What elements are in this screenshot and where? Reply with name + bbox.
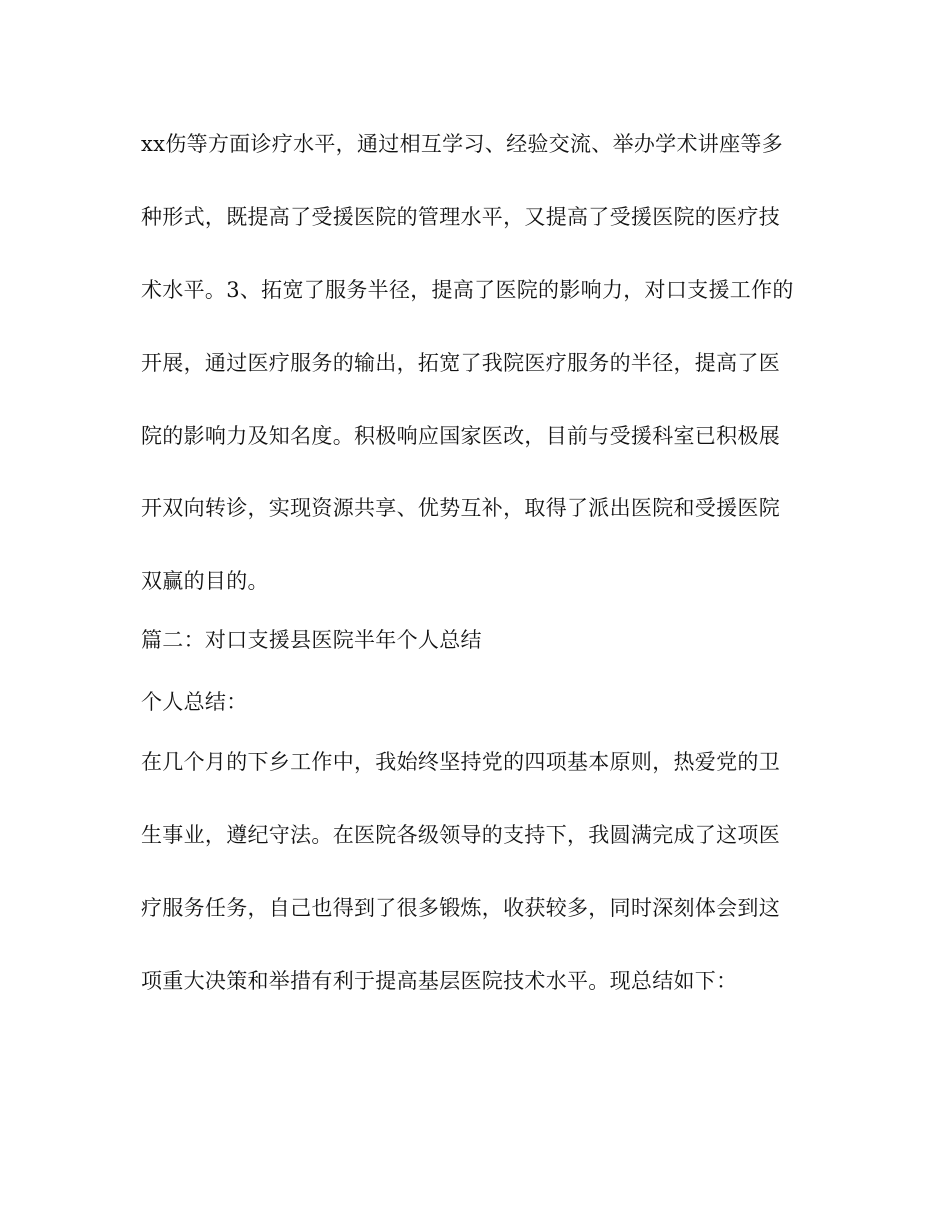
paragraph-line: 生事业，遵纪守法。在医院各级领导的支持下，我圆满完成了这项医 xyxy=(141,823,780,847)
paragraph-line: 在几个月的下乡工作中，我始终坚持党的四项基本原则，热爱党的卫 xyxy=(141,750,780,774)
paragraph-line: 开展，通过医疗服务的输出，拓宽了我院医疗服务的半径，提高了医 xyxy=(141,351,780,375)
paragraph-line: 开双向转诊，实现资源共享、优势互补，取得了派出医院和受援医院 xyxy=(141,496,780,520)
paragraph-line: 院的影响力及知名度。积极响应国家医改，目前与受援科室已积极展 xyxy=(141,424,780,448)
paragraph-line: 疗服务任务，自己也得到了很多锻炼，收获较多，同时深刻体会到这 xyxy=(141,896,780,920)
subheading: 个人总结： xyxy=(141,690,248,714)
paragraph-line: xx伤等方面诊疗水平，通过相互学习、经验交流、举办学术讲座等多 xyxy=(141,132,783,156)
paragraph-line: 双赢的目的。 xyxy=(141,569,269,593)
paragraph-line: 种形式，既提高了受援医院的管理水平，又提高了受援医院的医疗技 xyxy=(141,205,780,229)
section-heading: 篇二：对口支援县医院半年个人总结 xyxy=(141,628,482,652)
paragraph-line: 项重大决策和举措有利于提高基层医院技术水平。现总结如下： xyxy=(141,969,738,993)
paragraph-line: 术水平。3、拓宽了服务半径，提高了医院的影响力，对口支援工作的 xyxy=(141,278,794,302)
